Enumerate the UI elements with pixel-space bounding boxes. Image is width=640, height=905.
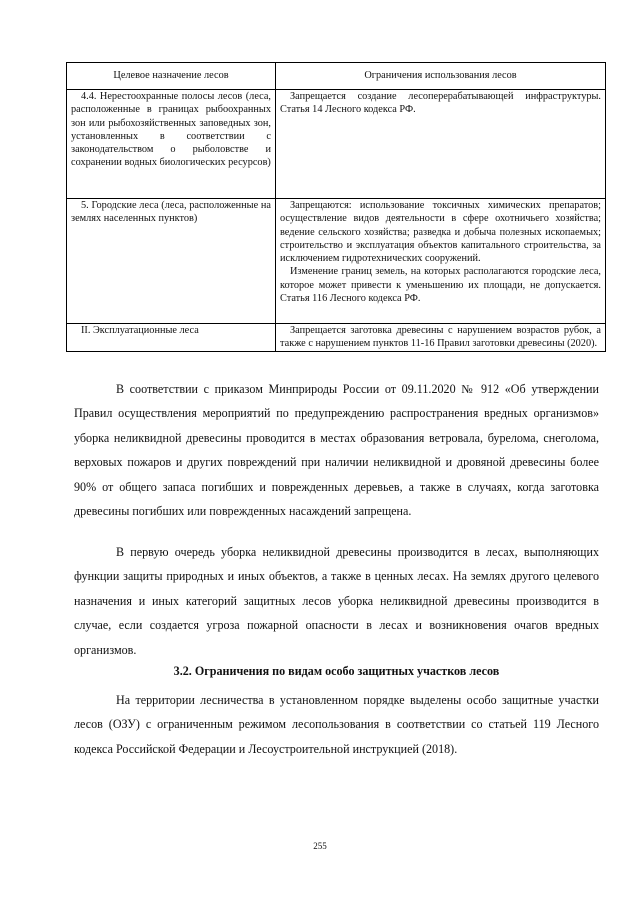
header-restrictions: Ограничения использования лесов: [276, 63, 606, 90]
header-purpose: Целевое назначение лесов: [67, 63, 276, 90]
table-row: [67, 90, 606, 199]
restriction-cell: [276, 90, 606, 199]
purpose-cell: [67, 199, 276, 324]
paragraph-ozu: [74, 688, 599, 761]
restriction-cell: [276, 199, 606, 324]
restriction-text: Запрещаются: использование токсичных химических препаратов; осуществление видов деятельности в сфере охотничьего хозяйства; ведение сельского хозяйства; разведка и добыча полезных ископаемых; строительство и эксплуатация объектов капитального строительства, за исключением гидротехнических сооружений.: [280, 200, 601, 265]
paragraph-text: В первую очередь уборка неликвидной древесины производится в лесах, выполняющих функции защиты природных и иных объектов, а также в ценных лесах. На землях другого целевого назначения и иных категорий защитных лесов уборка неликвидной древесины производится в случае, если создается угроза пожарной опасности в лесах и возникновения очагов вредных организмов.: [74, 545, 599, 657]
purpose-text: 5. Городские леса (леса, расположенные на землях населенных пунктов): [71, 200, 271, 225]
table-row: [67, 324, 606, 352]
section-heading: 3.2. Ограничения по видам особо защитных участков лесов: [173, 664, 500, 678]
paragraph-minprirody-order: [74, 377, 599, 523]
paragraph-priority-cleanup: [74, 540, 599, 662]
purpose-text: II. Эксплуатационные леса: [81, 325, 199, 336]
restriction-cell: [276, 324, 606, 352]
paragraph-text: На территории лесничества в установленном порядке выделены особо защитные участки лесов (ОЗУ) с ограниченным режимом лесопользования в соответствии со статьей 119 Лесного кодекса Российской Федерации и Лесоустроительной инструкцией (2018).: [74, 693, 599, 756]
purpose-cell: [67, 324, 276, 352]
page-number: 255: [313, 841, 327, 851]
table-row: [67, 199, 606, 324]
purpose-text: 4.4. Нерестоохранные полосы лесов (леса, расположенные в границах рыбоохранных зон или рыбохозяйственных заповедных зон, установленных в соответствии с законодательством о рыболовстве и сохранении водных биологических ресурсов): [71, 91, 271, 169]
forest-restrictions-table: [66, 62, 606, 352]
paragraph-text: В соответствии с приказом Минприроды России от 09.11.2020 № 912 «Об утверждении Правил осуществления мероприятий по предупреждению распространения вредных организмов» уборка неликвидной древесины проводится в местах образования ветровала, бурелома, снеголома, верховых пожаров и других повреждений при наличии неликвидной и дровяной древесины более 90% от общего запаса погибших и поврежденных деревьев, а также в случаях, когда заготовка древесины погибших или поврежденных насаждений запрещена.: [74, 382, 599, 519]
purpose-cell: [67, 90, 276, 199]
table-header-row: [67, 63, 606, 90]
restriction-text-2: Изменение границ земель, на которых располагаются городские леса, которое может привести к уменьшению их площади, не допускается. Статья 116 Лесного кодекса РФ.: [280, 266, 601, 305]
restriction-text: Запрещается создание лесоперерабатывающей инфраструктуры. Статья 14 Лесного кодекса РФ.: [280, 91, 601, 116]
restriction-text: Запрещается заготовка древесины с нарушением возрастов рубок, а также с нарушением пунктов 11-16 Правил заготовки древесины (2020).: [280, 325, 601, 350]
